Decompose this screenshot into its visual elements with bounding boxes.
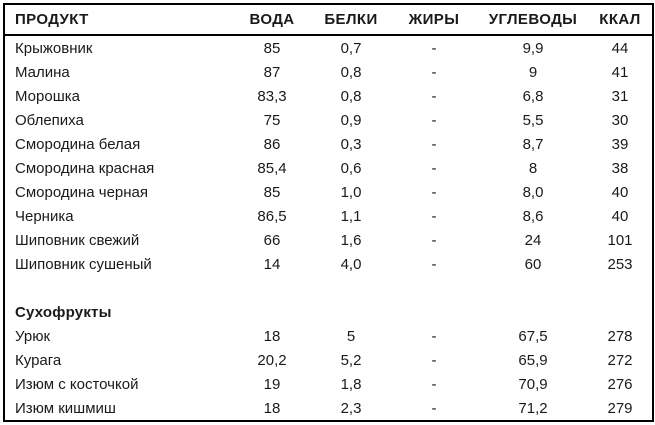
product-cell: Облепиха [15, 111, 84, 129]
table-row [4, 60, 653, 84]
table-row [4, 228, 653, 252]
section-header-row [4, 300, 653, 324]
fat-cell: - [431, 351, 437, 369]
kcal-cell: 40 [611, 183, 629, 201]
column-header-protein: БЕЛКИ [312, 4, 390, 35]
carbs-cell: 8 [528, 159, 538, 177]
carbs-cell: 9,9 [522, 39, 544, 57]
carbs-cell: 9 [528, 63, 538, 81]
kcal-cell: 41 [611, 63, 629, 81]
fat-cell: - [431, 183, 437, 201]
protein-cell: 5,2 [340, 351, 362, 369]
empty-cell [588, 300, 653, 324]
kcal-cell: 30 [611, 111, 629, 129]
carbs-cell: 24 [524, 231, 542, 249]
product-cell: Смородина черная [15, 183, 149, 201]
kcal-cell: 276 [607, 375, 633, 393]
kcal-cell: 31 [611, 87, 629, 105]
kcal-cell: 272 [607, 351, 633, 369]
protein-cell: 0,7 [340, 39, 362, 57]
kcal-cell: 39 [611, 135, 629, 153]
fat-cell: - [431, 39, 437, 57]
nutrition-table [3, 3, 654, 422]
table-row [4, 252, 653, 276]
water-cell: 14 [263, 255, 281, 273]
kcal-cell: 253 [607, 255, 633, 273]
water-cell: 66 [263, 231, 281, 249]
protein-cell: 5 [346, 327, 356, 345]
carbs-cell: 65,9 [518, 351, 548, 369]
product-cell: Курага [15, 351, 62, 369]
product-cell: Крыжовник [15, 39, 93, 57]
empty-cell [478, 300, 588, 324]
table-row [4, 180, 653, 204]
table-row [4, 35, 653, 60]
water-cell: 18 [263, 327, 281, 345]
product-cell: Смородина красная [15, 159, 155, 177]
column-header-carbs: УГЛЕВОДЫ [478, 4, 588, 35]
table-row [4, 324, 653, 348]
fat-cell: - [431, 375, 437, 393]
product-cell: Изюм с косточкой [15, 375, 139, 393]
empty-cell [4, 276, 232, 300]
carbs-cell: 5,5 [522, 111, 544, 129]
section-title: Сухофрукты [15, 303, 112, 321]
table-row [4, 348, 653, 372]
protein-cell: 4,0 [340, 255, 362, 273]
fat-cell: - [431, 327, 437, 345]
product-cell: Шиповник свежий [15, 231, 140, 249]
water-cell: 18 [263, 399, 281, 417]
column-header-water: ВОДА [232, 4, 312, 35]
empty-cell [232, 276, 312, 300]
fat-cell: - [431, 135, 437, 153]
fat-cell: - [431, 231, 437, 249]
kcal-cell: 38 [611, 159, 629, 177]
water-cell: 86 [263, 135, 281, 153]
spacer-row [4, 276, 653, 300]
fat-cell: - [431, 87, 437, 105]
product-cell: Морошка [15, 87, 80, 105]
table-row [4, 84, 653, 108]
kcal-cell: 279 [607, 399, 633, 417]
water-cell: 85,4 [257, 159, 287, 177]
water-cell: 83,3 [257, 87, 287, 105]
carbs-cell: 8,7 [522, 135, 544, 153]
empty-cell [478, 276, 588, 300]
empty-cell [390, 276, 478, 300]
carbs-cell: 6,8 [522, 87, 544, 105]
carbs-cell: 8,0 [522, 183, 544, 201]
product-cell: Шиповник сушеный [15, 255, 152, 273]
fat-cell: - [431, 63, 437, 81]
product-cell: Смородина белая [15, 135, 141, 153]
kcal-cell: 278 [607, 327, 633, 345]
product-cell: Изюм кишмиш [15, 399, 116, 417]
carbs-cell: 70,9 [518, 375, 548, 393]
protein-cell: 1,6 [340, 231, 362, 249]
product-cell: Черника [15, 207, 74, 225]
protein-cell: 0,9 [340, 111, 362, 129]
column-header-fat: ЖИРЫ [390, 4, 478, 35]
protein-cell: 0,3 [340, 135, 362, 153]
protein-cell: 0,8 [340, 63, 362, 81]
product-cell: Малина [15, 63, 70, 81]
header-row [4, 4, 653, 35]
fat-cell: - [431, 111, 437, 129]
table-row [4, 372, 653, 396]
carbs-cell: 67,5 [518, 327, 548, 345]
empty-cell [390, 300, 478, 324]
carbs-cell: 71,2 [518, 399, 548, 417]
protein-cell: 1,8 [340, 375, 362, 393]
carbs-cell: 8,6 [522, 207, 544, 225]
table-row [4, 396, 653, 421]
water-cell: 87 [263, 63, 281, 81]
protein-cell: 0,6 [340, 159, 362, 177]
fat-cell: - [431, 255, 437, 273]
protein-cell: 0,8 [340, 87, 362, 105]
water-cell: 85 [263, 39, 281, 57]
column-header-product: ПРОДУКТ [4, 4, 232, 35]
kcal-cell: 101 [607, 231, 633, 249]
protein-cell: 1,0 [340, 183, 362, 201]
water-cell: 19 [263, 375, 281, 393]
empty-cell [588, 276, 653, 300]
water-cell: 86,5 [257, 207, 287, 225]
empty-cell [232, 300, 312, 324]
fat-cell: - [431, 207, 437, 225]
kcal-cell: 44 [611, 39, 629, 57]
empty-cell [312, 300, 390, 324]
table-row [4, 156, 653, 180]
fat-cell: - [431, 399, 437, 417]
column-header-kcal: ККАЛ [588, 4, 653, 35]
water-cell: 85 [263, 183, 281, 201]
empty-cell [312, 276, 390, 300]
carbs-cell: 60 [524, 255, 542, 273]
table-row [4, 204, 653, 228]
table-row [4, 132, 653, 156]
water-cell: 75 [263, 111, 281, 129]
table-row [4, 108, 653, 132]
protein-cell: 1,1 [340, 207, 362, 225]
protein-cell: 2,3 [340, 399, 362, 417]
fat-cell: - [431, 159, 437, 177]
water-cell: 20,2 [257, 351, 287, 369]
product-cell: Урюк [15, 327, 51, 345]
kcal-cell: 40 [611, 207, 629, 225]
